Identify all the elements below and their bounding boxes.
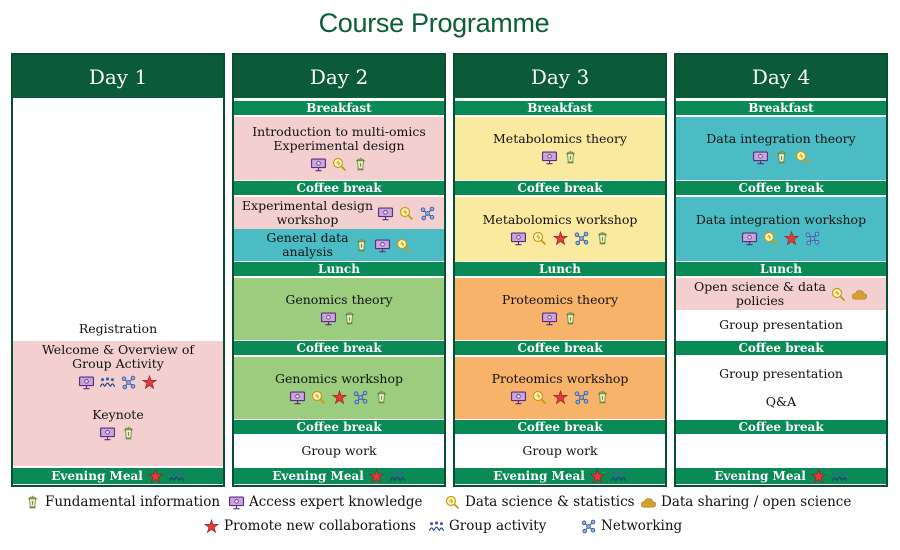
day-3-lunch: Lunch bbox=[455, 261, 665, 277]
day-4-column bbox=[674, 53, 888, 487]
keynote-label: Keynote bbox=[92, 407, 144, 422]
welcome-icons bbox=[78, 375, 158, 390]
day-3-evening-meal bbox=[455, 467, 665, 485]
monitor-icon bbox=[78, 375, 95, 390]
day-2-coffee-3: Coffee break bbox=[234, 419, 444, 435]
cloud-icon bbox=[640, 495, 657, 510]
magnifier-icon bbox=[398, 206, 415, 221]
network-icon bbox=[120, 375, 137, 390]
star-icon bbox=[203, 519, 220, 534]
open-line1: Open science & data bbox=[694, 279, 826, 294]
network-icon bbox=[419, 206, 436, 221]
group-presentation-label: Group presentation bbox=[719, 317, 843, 332]
prot-workshop-label: Proteomics workshop bbox=[491, 370, 629, 386]
cloud-icon bbox=[851, 287, 868, 302]
day-2-expdesign-workshop bbox=[234, 197, 444, 229]
star-icon bbox=[141, 375, 158, 390]
magnifier-icon bbox=[395, 238, 412, 253]
page-title: Course Programme bbox=[318, 8, 550, 38]
evening-meal-label: Evening Meal bbox=[272, 469, 364, 483]
network-icon bbox=[804, 231, 821, 246]
day-4-coffee-2: Coffee break bbox=[676, 340, 886, 356]
legend-datasci bbox=[444, 494, 635, 510]
star-icon bbox=[552, 231, 569, 246]
metab-theory-label: Metabolomics theory bbox=[493, 131, 627, 146]
people-icon bbox=[389, 469, 406, 484]
general-line2: analysis bbox=[282, 244, 333, 259]
group-work-label: Group work bbox=[522, 443, 598, 458]
monitor-icon bbox=[510, 231, 527, 246]
magnifier-icon bbox=[310, 390, 327, 405]
expdesign-line2: workshop bbox=[276, 212, 339, 227]
people-icon bbox=[428, 519, 445, 534]
lantern-icon bbox=[352, 157, 369, 172]
magnifier-icon bbox=[794, 150, 811, 165]
magnifier-icon bbox=[331, 157, 348, 172]
magnifier-icon bbox=[830, 287, 847, 302]
legend-fundamental bbox=[24, 494, 220, 510]
intro-line2: Experimental design bbox=[273, 138, 405, 153]
day-4-group-presentation-1 bbox=[676, 311, 886, 339]
day-3-metab-workshop bbox=[455, 197, 665, 261]
legend-sharing bbox=[640, 494, 851, 510]
lantern-icon bbox=[562, 150, 579, 165]
star-icon bbox=[552, 390, 569, 405]
qa-label: Q&A bbox=[765, 394, 797, 409]
lantern-icon bbox=[594, 390, 611, 405]
day-4-empty-slot bbox=[676, 436, 886, 466]
lantern-icon bbox=[562, 311, 579, 326]
magnifier-icon bbox=[531, 390, 548, 405]
registration-label: Registration bbox=[78, 321, 158, 336]
evening-meal-label: Evening Meal bbox=[51, 469, 143, 483]
day-1-column bbox=[11, 53, 225, 487]
day-1-registration bbox=[13, 318, 223, 340]
day-3-breakfast: Breakfast bbox=[455, 100, 665, 116]
day-2-group-work bbox=[234, 436, 444, 466]
day-2-coffee-2: Coffee break bbox=[234, 340, 444, 356]
metab-workshop-label: Metabolomics workshop bbox=[482, 211, 638, 227]
legend-expert-label: Access expert knowledge bbox=[249, 494, 423, 510]
day-2-intro bbox=[234, 117, 444, 180]
prot-theory-label: Proteomics theory bbox=[501, 291, 619, 307]
day-2-general-analysis bbox=[234, 229, 444, 261]
welcome-line1: Welcome & Overview of bbox=[41, 342, 195, 357]
day-4-coffee-1: Coffee break bbox=[676, 180, 886, 196]
day-4-coffee-3: Coffee break bbox=[676, 419, 886, 435]
di-theory-label: Data integration theory bbox=[706, 131, 856, 146]
legend-network bbox=[580, 518, 682, 534]
star-icon bbox=[810, 469, 827, 484]
monitor-icon bbox=[228, 495, 245, 510]
day-4-group-presentation-2 bbox=[676, 357, 886, 419]
day-2-genomics-workshop bbox=[234, 357, 444, 419]
evening-meal-label: Evening Meal bbox=[493, 469, 585, 483]
legend-group-label: Group activity bbox=[449, 518, 547, 534]
day-4-breakfast: Breakfast bbox=[676, 100, 886, 116]
star-icon bbox=[783, 231, 800, 246]
intro-icons bbox=[310, 157, 369, 172]
magnifier-icon bbox=[444, 495, 461, 510]
network-icon bbox=[352, 390, 369, 405]
monitor-icon bbox=[310, 157, 327, 172]
intro-line1: Introduction to multi-omics bbox=[252, 124, 426, 139]
day-4-evening-meal bbox=[676, 467, 886, 485]
magnifier-icon bbox=[762, 231, 779, 246]
group-presentation-label: Group presentation bbox=[719, 366, 843, 381]
network-icon bbox=[573, 390, 590, 405]
day-4-open-science bbox=[676, 278, 886, 310]
day-3-prot-workshop bbox=[455, 357, 665, 419]
expdesign-line1: Experimental design bbox=[241, 198, 374, 213]
people-icon bbox=[99, 375, 116, 390]
general-line1: General data bbox=[266, 230, 349, 245]
lantern-icon bbox=[120, 426, 137, 441]
people-icon bbox=[610, 469, 627, 484]
day-1-header: Day 1 bbox=[13, 55, 223, 100]
monitor-icon bbox=[752, 150, 769, 165]
day-3-column bbox=[453, 53, 667, 487]
day-4-di-theory bbox=[676, 117, 886, 180]
monitor-icon bbox=[377, 206, 394, 221]
lantern-icon bbox=[373, 390, 390, 405]
day-3-coffee-3: Coffee break bbox=[455, 419, 665, 435]
legend-datasci-label: Data science & statistics bbox=[465, 494, 635, 510]
people-icon bbox=[168, 469, 185, 484]
monitor-icon bbox=[289, 390, 306, 405]
magnifier-icon bbox=[531, 231, 548, 246]
open-line2: policies bbox=[735, 293, 785, 308]
people-icon bbox=[831, 469, 848, 484]
network-icon bbox=[580, 519, 597, 534]
legend-collab-label: Promote new collaborations bbox=[224, 518, 416, 534]
prot-workshop-icons bbox=[510, 390, 611, 405]
genomics-workshop-label: Genomics workshop bbox=[275, 370, 403, 386]
day-3-metab-theory bbox=[455, 117, 665, 180]
di-workshop-label: Data integration workshop bbox=[695, 211, 867, 227]
metab-workshop-icons bbox=[510, 231, 611, 246]
legend-collab bbox=[203, 518, 416, 534]
genomics-theory-icons bbox=[320, 311, 358, 326]
day-2-breakfast: Breakfast bbox=[234, 100, 444, 116]
monitor-icon bbox=[320, 311, 337, 326]
day-2-column bbox=[232, 53, 446, 487]
day-4-di-workshop bbox=[676, 197, 886, 261]
monitor-icon bbox=[510, 390, 527, 405]
star-icon bbox=[368, 469, 385, 484]
day-4-header: Day 4 bbox=[676, 55, 886, 100]
star-icon bbox=[331, 390, 348, 405]
legend-network-label: Networking bbox=[601, 518, 683, 534]
day-2-coffee-1: Coffee break bbox=[234, 180, 444, 196]
lantern-icon bbox=[353, 238, 370, 253]
monitor-icon bbox=[741, 231, 758, 246]
prot-theory-icons bbox=[541, 311, 579, 326]
day-4-lunch: Lunch bbox=[676, 261, 886, 277]
day-2-header: Day 2 bbox=[234, 55, 444, 100]
monitor-icon bbox=[99, 426, 116, 441]
legend-group bbox=[428, 518, 546, 534]
lantern-icon bbox=[773, 150, 790, 165]
welcome-line2: Group Activity bbox=[72, 356, 164, 371]
metab-theory-icons bbox=[541, 150, 579, 165]
day-1-welcome bbox=[13, 341, 223, 466]
network-icon bbox=[573, 231, 590, 246]
monitor-icon bbox=[374, 238, 391, 253]
star-icon bbox=[589, 469, 606, 484]
legend-sharing-label: Data sharing / open science bbox=[661, 494, 852, 510]
monitor-icon bbox=[541, 150, 558, 165]
lantern-icon bbox=[24, 495, 41, 510]
group-work-label: Group work bbox=[301, 443, 377, 458]
day-2-genomics-theory bbox=[234, 278, 444, 340]
day-3-coffee-1: Coffee break bbox=[455, 180, 665, 196]
di-theory-icons bbox=[752, 150, 811, 165]
day-3-header: Day 3 bbox=[455, 55, 665, 100]
monitor-icon bbox=[541, 311, 558, 326]
day-2-evening-meal bbox=[234, 467, 444, 485]
legend-fundamental-label: Fundamental information bbox=[45, 494, 221, 510]
star-icon bbox=[147, 469, 164, 484]
day-3-coffee-2: Coffee break bbox=[455, 340, 665, 356]
genomics-theory-label: Genomics theory bbox=[285, 291, 393, 307]
keynote-icons bbox=[99, 426, 137, 441]
legend-expert bbox=[228, 494, 423, 510]
genomics-workshop-icons bbox=[289, 390, 390, 405]
day-3-prot-theory bbox=[455, 278, 665, 340]
di-workshop-icons bbox=[741, 231, 821, 246]
evening-meal-label: Evening Meal bbox=[714, 469, 806, 483]
day-3-group-work bbox=[455, 436, 665, 466]
day-1-evening-meal bbox=[13, 467, 223, 485]
lantern-icon bbox=[341, 311, 358, 326]
lantern-icon bbox=[594, 231, 611, 246]
day-2-lunch: Lunch bbox=[234, 261, 444, 277]
